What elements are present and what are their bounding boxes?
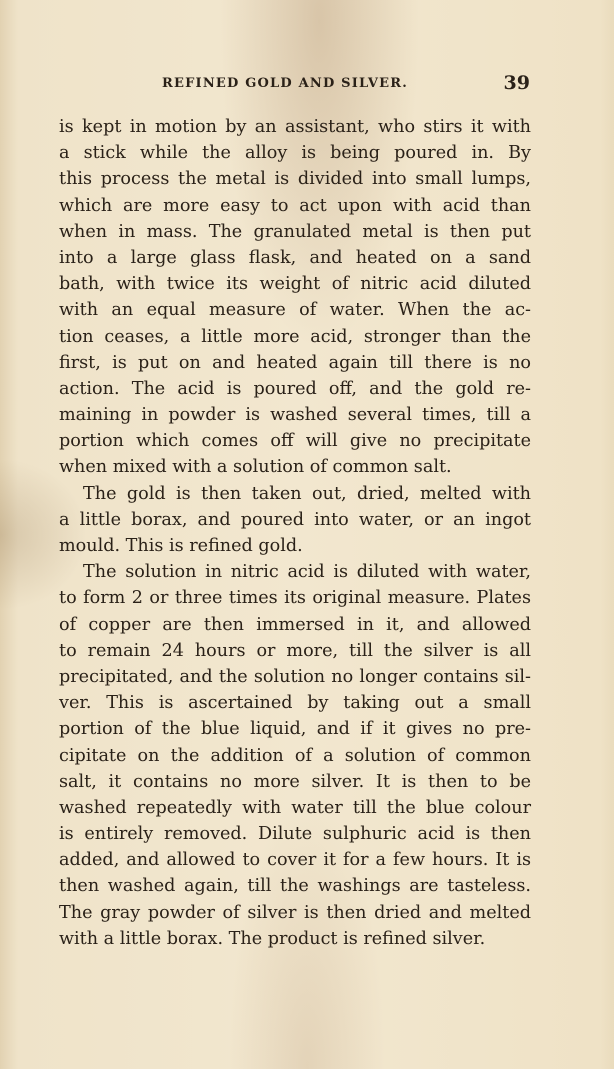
text-line: first, is put on and heated again till there is no [59, 352, 531, 373]
text-line: when in mass. The granulated metal is then put [59, 221, 531, 242]
text-line: is entirely removed. Dilute sulphuric acid is then [59, 824, 531, 845]
text-line: of copper are then immersed in it, and allowed [59, 614, 531, 635]
text-line: is kept in motion by an assistant, who stirs it with [59, 117, 531, 137]
text-line: The gray powder of silver is then dried and melted [59, 902, 531, 923]
body-text [59, 114, 531, 952]
text-line: ver. This is ascertained by taking out a small [59, 693, 531, 714]
text-line: with an equal measure of water. When the ac- [59, 300, 531, 321]
text-line: bath, with twice its weight of nitric acid diluted [59, 274, 531, 295]
text-line: precipitated, and the solution no longer contains sil- [59, 666, 531, 687]
text-line: then washed again, till the washings are tasteless. [59, 876, 531, 897]
text-line: action. The acid is poured off, and the gold re- [59, 378, 531, 399]
page-number: 39 [503, 72, 530, 94]
text-line: to remain 24 hours or more, till the silver is all [59, 640, 531, 661]
paragraph-2 [59, 481, 531, 560]
text-line: tion ceases, a little more acid, stronger than the [59, 326, 531, 347]
text-line: mould. This is refined gold. [59, 536, 303, 556]
text-line: when mixed with a solution of common salt. [59, 457, 452, 478]
text-line: The gold is then taken out, dried, melted with [83, 483, 531, 504]
text-line: The solution in nitric acid is diluted with water, [83, 562, 531, 583]
text-line: this process the metal is divided into small lumps, [59, 169, 531, 190]
paragraph-1 [59, 114, 531, 481]
page-header [60, 74, 530, 96]
text-line: into a large glass flask, and heated on a sand [59, 247, 531, 268]
text-line: with a little borax. The product is refined silver. [59, 928, 486, 949]
text-line: which are more easy to act upon with acid than [59, 195, 531, 216]
text-line: to form 2 or three times its original measure. Plates [59, 588, 531, 609]
text-line: cipitate on the addition of a solution of common [59, 745, 531, 766]
text-line: maining in powder is washed several times, till a [59, 405, 531, 426]
text-line: salt, it contains no more silver. It is then to be [59, 771, 531, 792]
text-line: a little borax, and poured into water, or an ingot [59, 509, 531, 530]
text-line: portion which comes off will give no precipitate [59, 431, 531, 452]
text-line: washed repeatedly with water till the blue colour [59, 797, 531, 818]
text-line: portion of the blue liquid, and if it gives no pre- [59, 719, 531, 740]
running-head: REFINED GOLD AND SILVER. [162, 76, 408, 91]
text-line: a stick while the alloy is being poured in. By [59, 143, 531, 164]
paragraph-3 [59, 559, 531, 952]
text-line: added, and allowed to cover it for a few hours. It is [59, 850, 531, 871]
